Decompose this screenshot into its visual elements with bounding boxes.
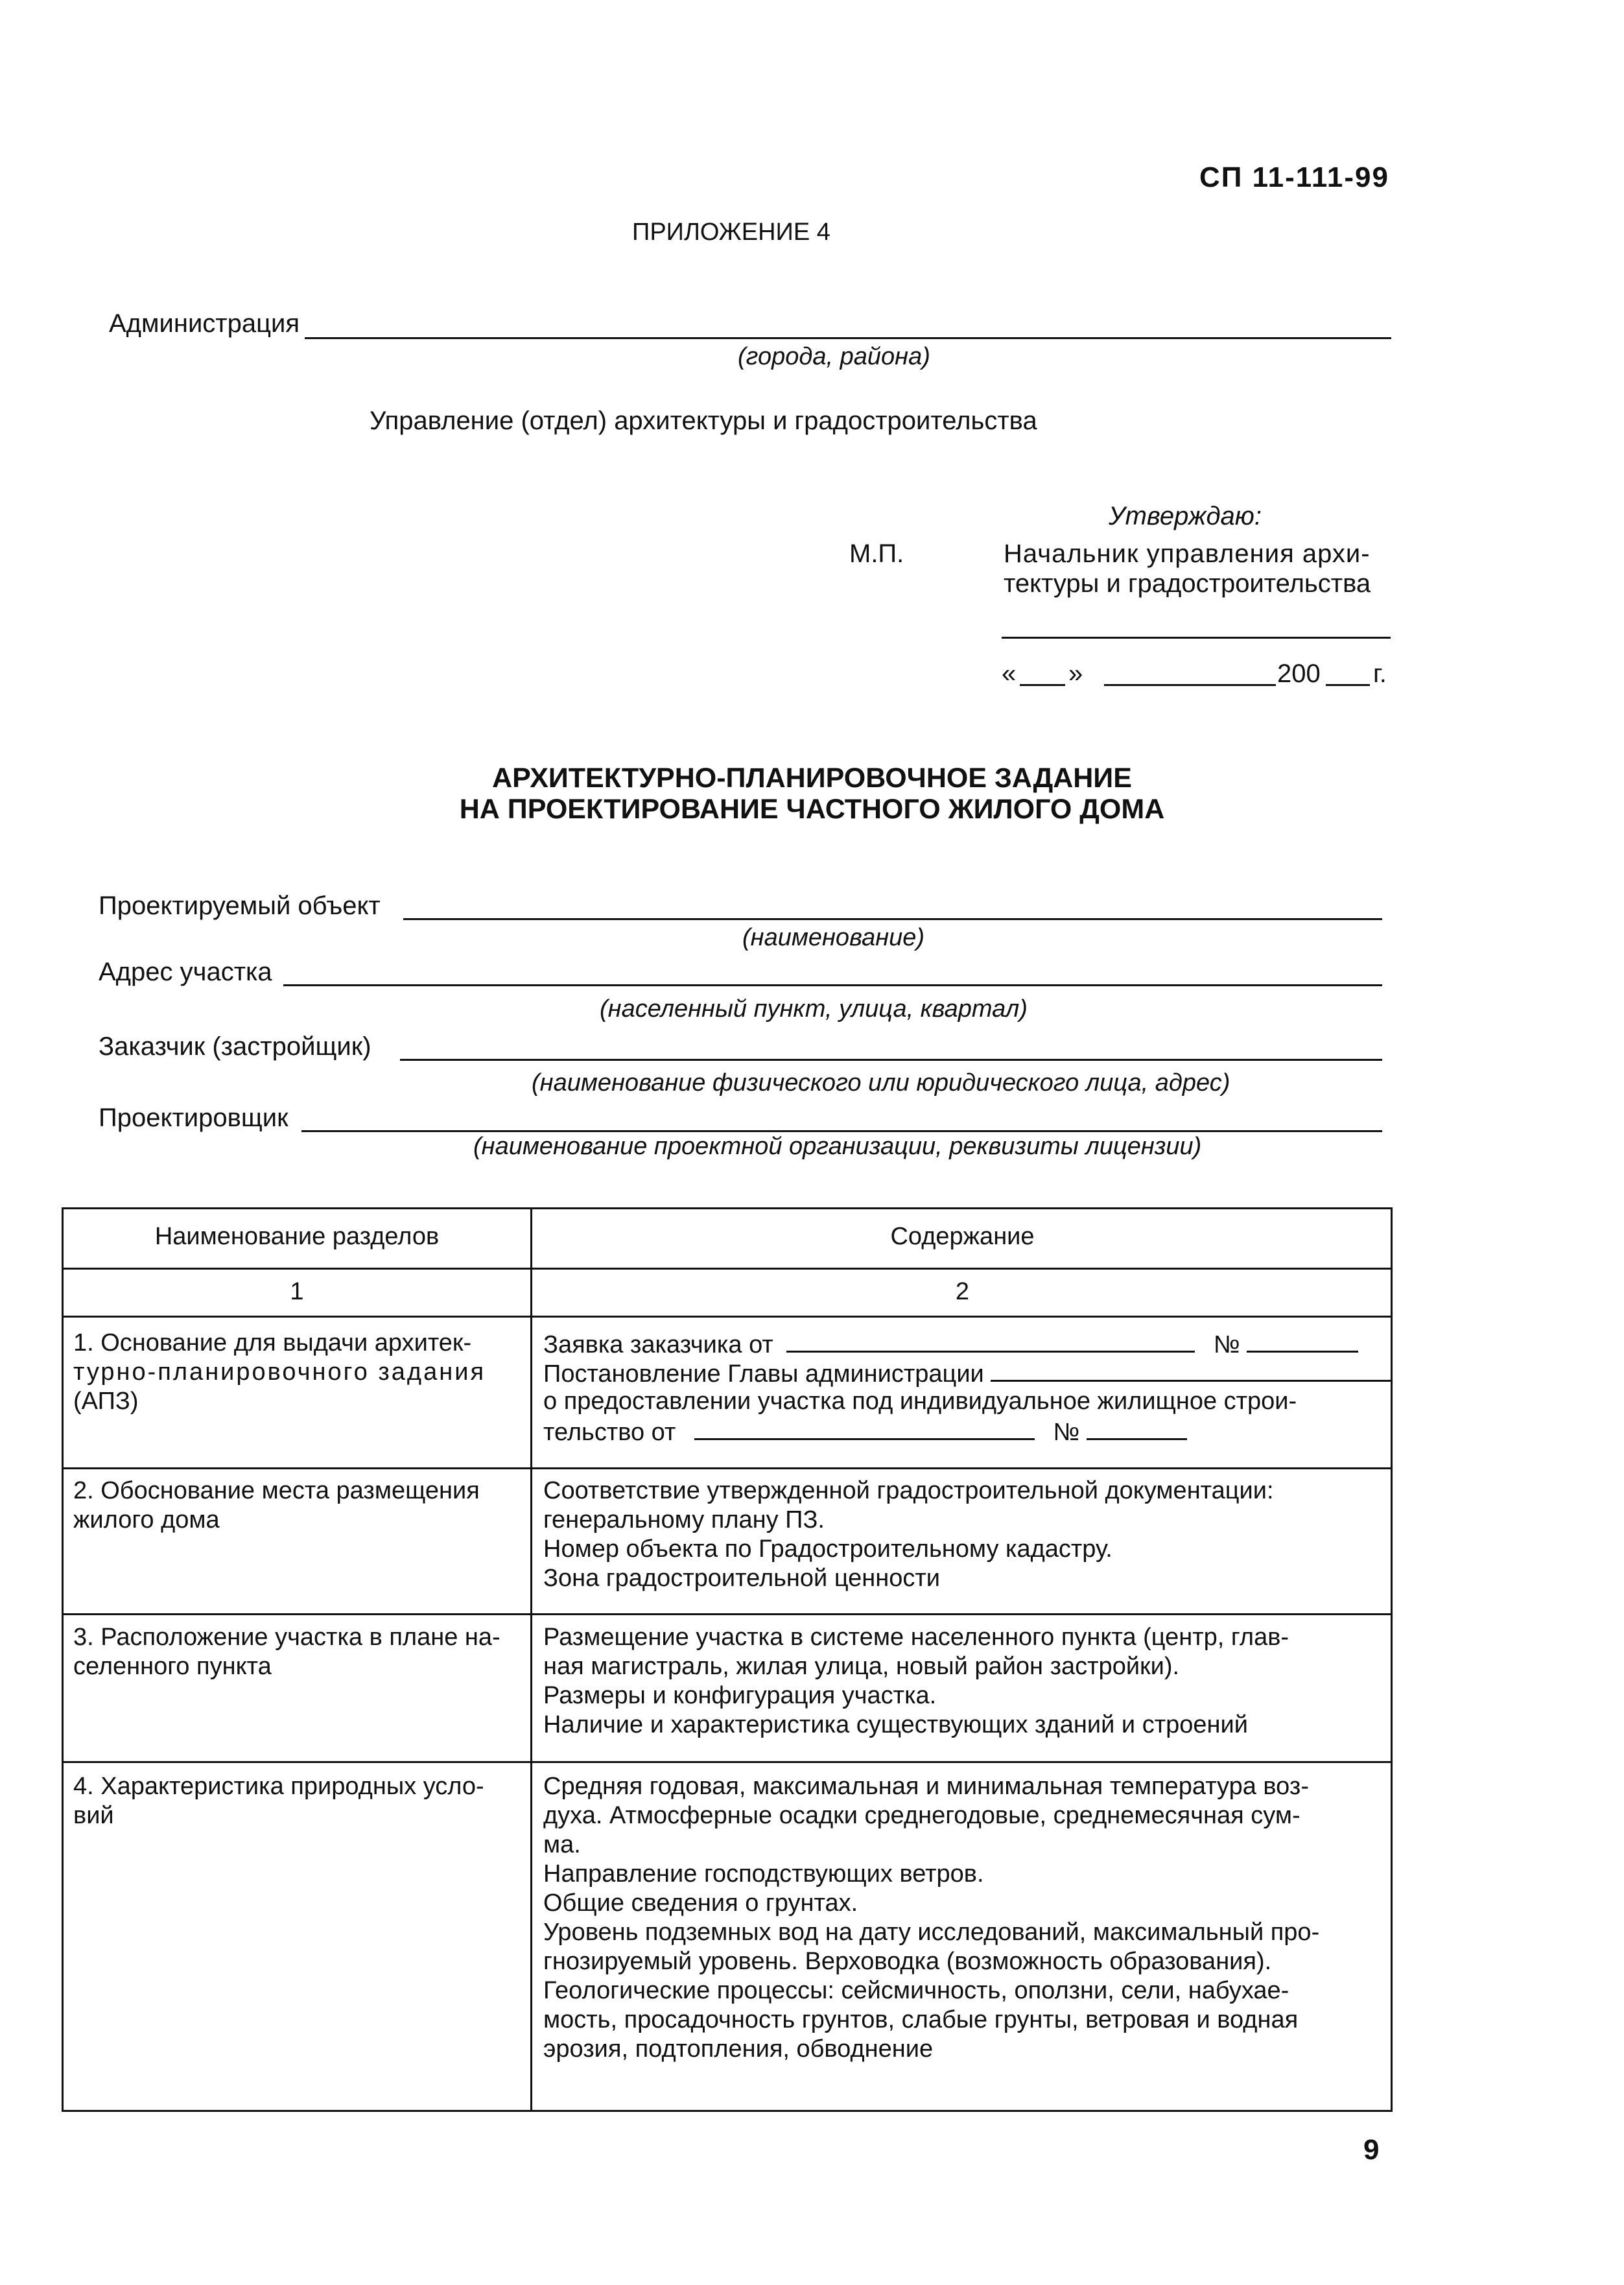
date-month-line	[1104, 684, 1276, 686]
construction-date-label: тельство от	[543, 1419, 676, 1446]
table-row-2-content-line: Соответствие утвержденной градостроительной документации:	[543, 1477, 1274, 1504]
field-address-hint: (населенный пункт, улица, квартал)	[600, 995, 1028, 1023]
table-row-1-content-line: о предоставлении участка под индивидуальное жилищное строи-	[543, 1388, 1297, 1415]
date-year-suffix: г.	[1373, 659, 1387, 688]
table-row-3-content-line: Наличие и характеристика существующих зданий и строений	[543, 1711, 1248, 1738]
field-customer-line	[400, 1059, 1382, 1061]
table-row-1-content-line	[543, 1416, 1383, 1447]
table-row-4-content-line: Средняя годовая, максимальная и минимальная температура воз-	[543, 1773, 1309, 1800]
table-row-2-section-line: жилого дома	[73, 1506, 220, 1533]
table-row-3-content-line: ная магистраль, жилая улица, новый район застройки).	[543, 1653, 1180, 1680]
date-close-quote: »	[1068, 659, 1083, 688]
table-row-2-content-line: генеральному плану ПЗ.	[543, 1506, 825, 1533]
request-label: Заявка заказчика от	[543, 1331, 773, 1358]
admin-hint: (города, района)	[738, 343, 930, 370]
admin-label: Администрация	[109, 309, 300, 338]
construction-number-line	[1087, 1416, 1187, 1440]
table-row-4-content-line: Геологические процессы: сейсмичность, оползни, сели, набухае-	[543, 1977, 1289, 2004]
table-row-4-content-line: мость, просадочность грунтов, слабые грунты, ветровая и водная	[543, 2006, 1299, 2033]
approver-position-line2: тектуры и градостроительства	[1004, 569, 1371, 598]
table-row-4-content-line: Общие сведения о грунтах.	[543, 1889, 858, 1917]
request-number-sign: №	[1213, 1331, 1240, 1358]
table-row-2-section-line: 2. Обоснование места размещения	[73, 1477, 480, 1504]
department-label: Управление (отдел) архитектуры и градостроительства	[370, 407, 1037, 435]
table-header-sections: Наименование разделов	[154, 1223, 440, 1250]
request-date-line	[786, 1329, 1195, 1353]
table-row-3-section-line: селенного пункта	[73, 1653, 272, 1680]
table-row-4-content-line: Уровень подземных вод на дату исследований, максимальный про-	[543, 1919, 1320, 1946]
field-address-label: Адрес участка	[99, 958, 272, 986]
request-number-line	[1247, 1329, 1358, 1353]
table-row-2-content-line: Номер объекта по Градостроительному кадастру.	[543, 1535, 1112, 1563]
table-row-4-content-line: духа. Атмосферные осадки среднегодовые, среднемесячная сум-	[543, 1802, 1300, 1829]
date-year-line	[1326, 684, 1370, 686]
approver-signature-line	[1002, 637, 1391, 639]
field-object-line	[403, 918, 1382, 920]
table-header-content: Содержание	[890, 1223, 1035, 1250]
date-open-quote: «	[1002, 659, 1017, 688]
table-divider	[64, 1613, 1391, 1615]
document-title-line1: АРХИТЕКТУРНО-ПЛАНИРОВОЧНОЕ ЗАДАНИЕ	[492, 763, 1132, 794]
document-code: СП 11-111-99	[1199, 161, 1389, 193]
table-row-1-content-line	[543, 1358, 1383, 1389]
table-row-4-content-line: ма.	[543, 1831, 581, 1858]
document-title-line2: НА ПРОЕКТИРОВАНИЕ ЧАСТНОГО ЖИЛОГО ДОМА	[459, 794, 1165, 825]
table-divider	[64, 1467, 1391, 1469]
table-row-3-content-line: Размеры и конфигурация участка.	[543, 1682, 937, 1709]
admin-fill-line	[305, 337, 1391, 339]
construction-number-sign: №	[1053, 1419, 1080, 1446]
table-row-1-section-line: (АПЗ)	[73, 1388, 139, 1415]
table-row-4-content-line: эрозия, подтопления, обводнение	[543, 2035, 934, 2063]
field-designer-hint: (наименование проектной организации, реквизиты лицензии)	[473, 1133, 1202, 1160]
field-object-label: Проектируемый объект	[99, 892, 381, 920]
table-row-4-content-line: гнозируемый уровень. Верховодка (возможность образования).	[543, 1948, 1272, 1975]
table-row-2-content-line: Зона градостроительной ценности	[543, 1565, 941, 1592]
table-column-divider	[530, 1209, 532, 2110]
table-row-3-section-line: 3. Расположение участка в плане на-	[73, 1624, 500, 1651]
table-row-1-section-line: турно-планировочного задания	[73, 1358, 486, 1386]
approver-position-line1: Начальник управления архи-	[1004, 539, 1371, 568]
construction-date-line	[694, 1416, 1035, 1440]
table-divider	[64, 1316, 1391, 1318]
table-row-4-section-line: 4. Характеристика природных усло-	[73, 1773, 484, 1800]
field-customer-label: Заказчик (застройщик)	[99, 1032, 371, 1061]
table-row-1-section-line: 1. Основание для выдачи архитек-	[73, 1329, 472, 1356]
table-row-4-content-line: Направление господствующих ветров.	[543, 1860, 984, 1888]
table-divider	[64, 1268, 1391, 1270]
date-day-line	[1020, 684, 1065, 686]
table-row-1-content-line	[543, 1329, 1383, 1360]
appendix-title: ПРИЛОЖЕНИЕ 4	[632, 219, 830, 246]
resolution-line	[991, 1358, 1393, 1382]
field-designer-label: Проектировщик	[99, 1104, 288, 1132]
stamp-place: М.П.	[849, 539, 904, 568]
resolution-label: Постановление Главы администрации	[543, 1360, 984, 1388]
field-customer-hint: (наименование физического или юридического лица, адрес)	[532, 1069, 1230, 1096]
table-column-number: 1	[290, 1278, 304, 1305]
table-divider	[64, 1761, 1391, 1763]
date-year-prefix: 200	[1277, 659, 1321, 688]
field-object-hint: (наименование)	[742, 924, 925, 951]
field-address-line	[283, 984, 1382, 986]
table-row-4-section-line: вий	[73, 1802, 114, 1829]
table-row-3-content-line: Размещение участка в системе населенного пункта (центр, глав-	[543, 1624, 1289, 1651]
approval-title: Утверждаю:	[1109, 502, 1262, 530]
requirements-table	[62, 1207, 1393, 2112]
table-column-number: 2	[955, 1278, 970, 1305]
page-number: 9	[1363, 2134, 1380, 2166]
